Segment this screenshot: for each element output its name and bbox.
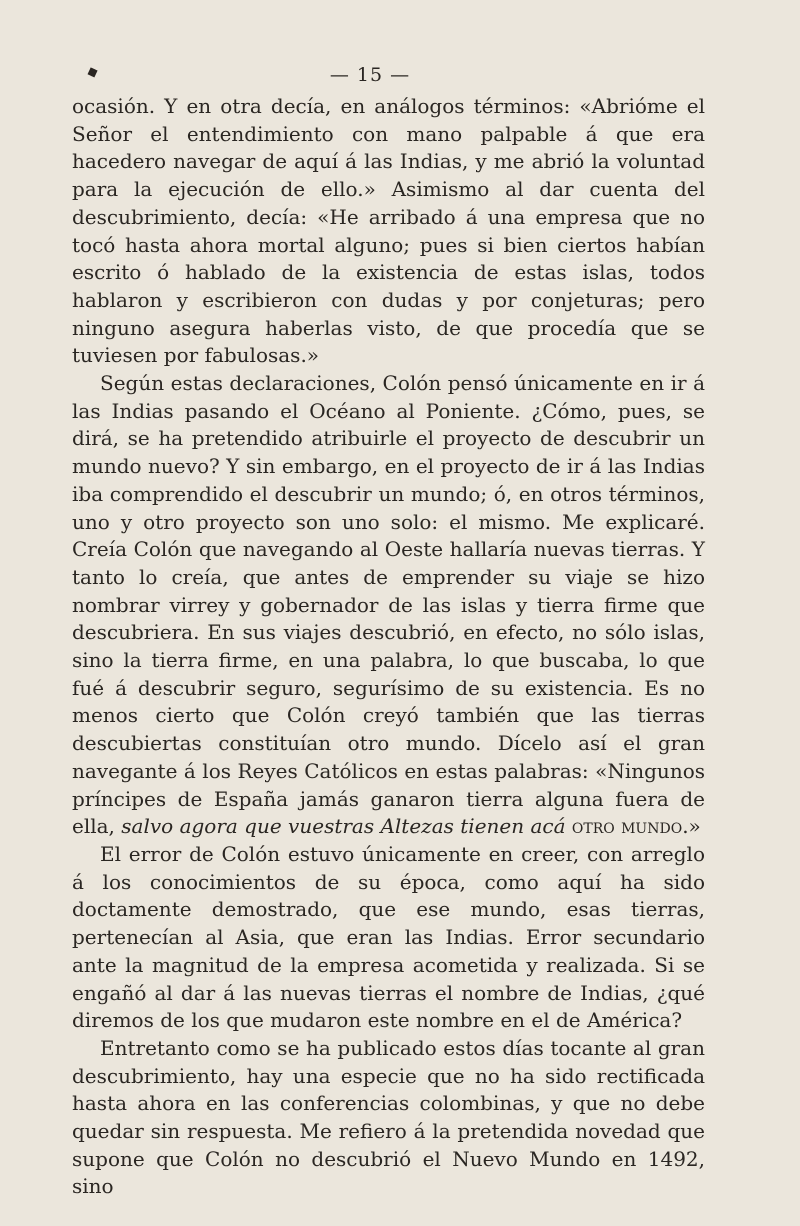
paragraph-1-text: ocasión. Y en otra decía, en análogos términos: «Abrióme el Señor el entendimiento con mano palpable á que era hacedero navegar de aquí á las Indias, y me abrió la voluntad para la ejecución de ello.» Asimismo al dar cuenta del descubrimiento, decía: «He arribado á una empresa que no tocó hasta ahora mortal alguno; pues si bien ciertos habían escrito ó hablado de la existencia de estas islas, todos hablaron y escribieron con dudas y por conjeturas; pero ninguno asegura haberlas visto, de que procedía que se tuviesen por fabulosas.»: [72, 94, 705, 368]
paragraph-4: [72, 1035, 705, 1201]
paragraph-2-smallcaps: otro mundo: [571, 814, 683, 839]
paragraph-4-text: Entretanto como se ha publicado estos días tocante al gran descubrimiento, hay una especie que no ha sido rectificada hasta ahora en las conferencias colombinas, y que no debe quedar sin respuesta. Me refiero á la pretendida novedad que supone que Colón no descubrió el Nuevo Mundo en 1492, sino: [72, 1035, 705, 1199]
paragraph-2-end: .»: [682, 814, 701, 839]
paragraph-2-italic-quote: salvo agora que vuestras Altezas tienen acá: [121, 814, 566, 839]
body-text: [72, 93, 705, 1201]
page-header: [0, 58, 800, 88]
paragraph-2: [72, 370, 705, 841]
paragraph-1: [72, 93, 705, 370]
arrow-mark-icon: ◆: [84, 62, 101, 82]
paragraph-3: [72, 841, 705, 1035]
page-number: — 15 —: [329, 64, 411, 86]
paragraph-2-text: Según estas declaraciones, Colón pensó únicamente en ir á las Indias pasando el Océano al Poniente. ¿Cómo, pues, se dirá, se ha pretendido atribuirle el proyecto de descubrir un mundo nuevo? Y sin embargo, en el proyecto de ir á las Indias iba comprendido el descubrir un mundo; ó, en otros términos, uno y otro proyecto son uno solo: el mismo. Me explicaré. Creía Colón que navegando al Oeste hallaría nuevas tierras. Y tanto lo creía, que antes de emprender su viaje se hizo nombrar virrey y gobernador de las islas y tierra firme que descubriera. En sus viajes descubrió, en efecto, no sólo islas, sino la tierra firme, en una palabra, lo que buscaba, lo que fué á descubrir seguro, segurísimo de su existencia. Es no menos cierto que Colón creyó también que las tierras descubiertas constituían otro mundo. Dícelo así el gran navegante á los Reyes Católicos en estas palabras: «Ningunos príncipes de España jamás ganaron tierra alguna fuera de ella,: [72, 371, 705, 839]
paragraph-3-text: El error de Colón estuvo únicamente en creer, con arreglo á los conocimientos de su época, como aquí ha sido doctamente demostrado, que ese mundo, esas tierras, pertenecían al Asia, que eran las Indias. Error secundario ante la magnitud de la empresa acometida y realizada. Si se engañó al dar á las nuevas tierras el nombre de Indias, ¿qué diremos de los que mudaron este nombre en el de América?: [72, 841, 705, 1033]
